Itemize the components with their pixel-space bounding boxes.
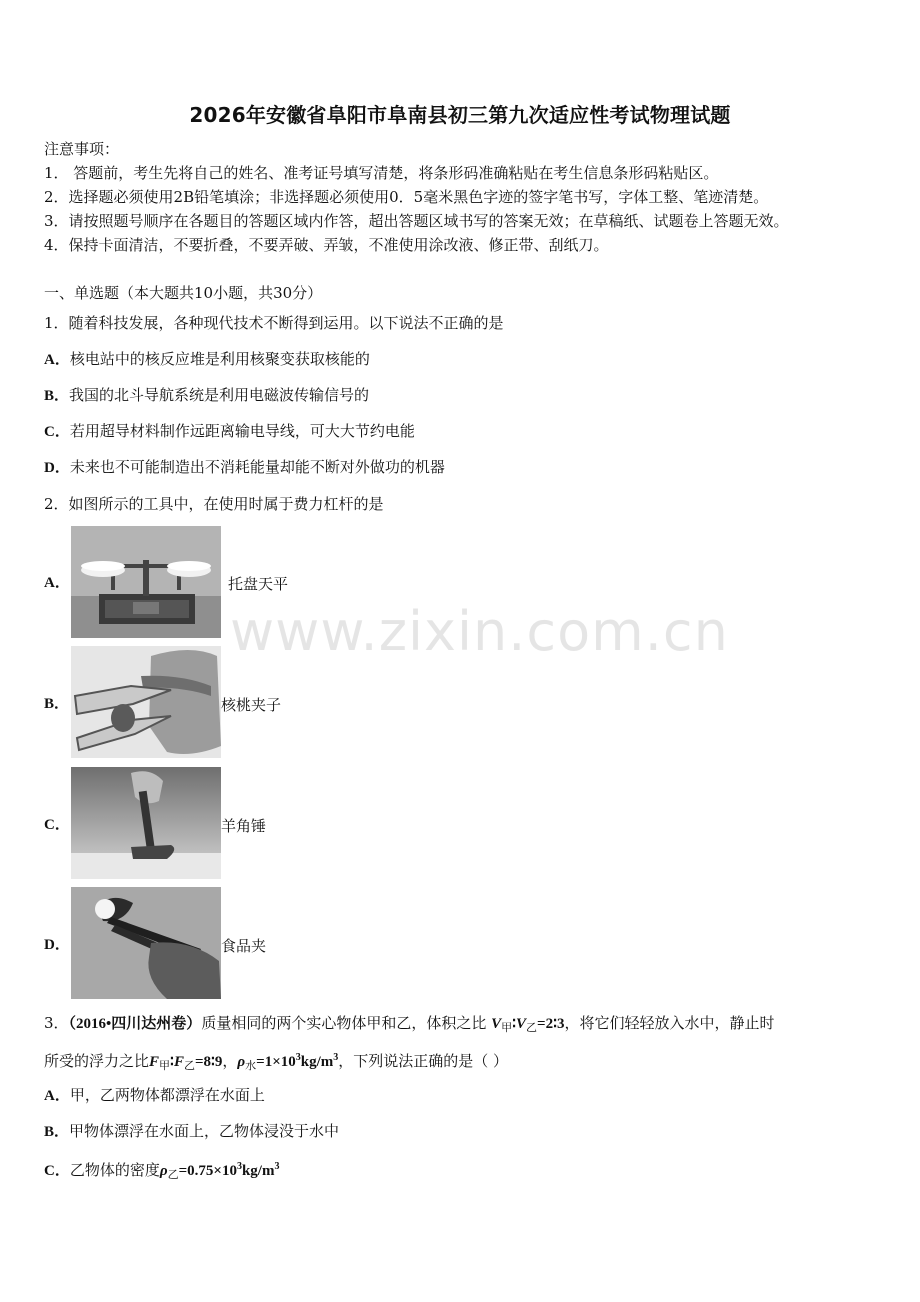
option-text: 乙物体的密度: [69, 1161, 160, 1179]
subscript-jia: 甲: [159, 1059, 171, 1072]
option-letter: A．: [44, 352, 70, 368]
exponent: 3: [333, 1052, 339, 1063]
option-letter: D．: [44, 937, 70, 953]
subscript-jia: 甲: [501, 1021, 513, 1034]
option-text: 食品夹: [221, 937, 267, 955]
option-row: [44, 421, 415, 442]
question-stem: [44, 1013, 775, 1038]
option-letter: D．: [44, 460, 70, 476]
question-stem: [44, 1048, 508, 1076]
page-title: 2026年安徽省阜阳市阜南县初三第九次适应性考试物理试题: [189, 103, 731, 127]
symbol-rho: ρ: [237, 1054, 246, 1070]
exponent: 3: [236, 1161, 242, 1172]
option-letter: A．: [44, 575, 70, 591]
question-text: ，下列说法正确的是（ ）: [338, 1052, 509, 1070]
symbol-f: F: [173, 1054, 184, 1070]
food-tongs-photo: [71, 887, 221, 999]
symbol-rho: ρ: [159, 1163, 168, 1179]
balance-scale-photo: [71, 526, 221, 638]
option-letter: B．: [44, 388, 70, 404]
watermark: www.zixin.com.cn: [230, 600, 729, 663]
symbol-f: F: [149, 1054, 160, 1070]
option-text: 我国的北斗导航系统是利用电磁波传输信号的: [69, 386, 370, 404]
option-text: 核桃夹子: [221, 696, 282, 714]
option-row: [44, 457, 445, 478]
option-letter: B．: [44, 1124, 70, 1140]
subscript-yi: 乙: [183, 1059, 195, 1072]
notice-item: 3．请按照题号顺序在各题目的答题区域内作答，超出答题区域书写的答案无效；在草稿纸、试题卷上答题无效。: [44, 212, 789, 230]
option-text: 甲，乙两物体都漂浮在水面上: [69, 1086, 265, 1104]
option-letter: C．: [44, 817, 70, 833]
option-letter: C．: [44, 424, 70, 440]
density-value: =0.75×10: [178, 1163, 237, 1179]
option-row: [44, 1085, 265, 1106]
comma: ，: [222, 1052, 238, 1070]
option-row: [44, 1157, 279, 1185]
exponent: 3: [274, 1161, 280, 1172]
question-text: 所受的浮力之比: [44, 1052, 150, 1070]
ratio-colon: ∶: [170, 1054, 174, 1070]
water-density: =1×10: [256, 1054, 296, 1070]
symbol-v: V: [491, 1016, 502, 1032]
force-ratio: =8∶9: [194, 1054, 223, 1070]
question-stem: 1．随着科技发展，各种现代技术不断得到运用。以下说法不正确的是: [44, 314, 504, 332]
nutcracker-photo: [71, 646, 221, 758]
ratio-colon: ∶: [512, 1016, 517, 1032]
subscript-yi: 乙: [167, 1168, 179, 1181]
exponent: 3: [295, 1052, 301, 1063]
option-text: 甲物体漂浮在水面上，乙物体浸没于水中: [69, 1122, 340, 1140]
question-number: 3．: [44, 1014, 69, 1032]
subscript-shui: 水: [245, 1059, 257, 1072]
question-stem: 2．如图所示的工具中，在使用时属于费力杠杆的是: [44, 495, 384, 513]
option-text: 托盘天平: [228, 575, 289, 593]
option-row: [44, 1121, 339, 1142]
notice-item: 2．选择题必须使用2B铅笔填涂；非选择题必须使用0．5毫米黑色字迹的签字笔书写，字体工整、笔迹清楚。: [44, 188, 769, 206]
subscript-yi: 乙: [526, 1021, 538, 1034]
option-text: 若用超导材料制作远距离输电导线，可大大节约电能: [69, 422, 415, 440]
option-row: [44, 385, 369, 406]
question-text: ，将它们轻轻放入水中，静止时: [564, 1014, 775, 1032]
symbol-v: V: [516, 1016, 527, 1032]
option-text: 羊角锤: [221, 817, 267, 835]
option-text: 核电站中的核反应堆是利用核聚变获取核能的: [69, 350, 370, 368]
section-heading: 一、单选题（本大题共10小题，共30分）: [44, 284, 323, 302]
density-unit: kg/m: [300, 1054, 334, 1070]
claw-hammer-photo: [71, 767, 221, 879]
question-text: 质量相同的两个实心物体甲和乙，体积之比: [201, 1014, 487, 1032]
option-row: [44, 349, 370, 370]
option-text: 未来也不可能制造出不消耗能量却能不断对外做功的机器: [69, 458, 445, 476]
volume-ratio: =2∶3: [537, 1016, 565, 1032]
option-letter: B．: [44, 696, 70, 712]
option-letter: A．: [44, 1088, 70, 1104]
notice-heading: 注意事项：: [44, 140, 120, 158]
notice-item: 4．保持卡面清洁，不要折叠，不要弄破、弄皱，不准使用涂改液、修正带、刮纸刀。: [44, 236, 609, 254]
question-source: （2016•四川达州卷）: [68, 1016, 202, 1032]
notice-item: 1． 答题前，考生先将自己的姓名、准考证号填写清楚，将条形码准确粘贴在考生信息条形码粘贴区。: [44, 164, 719, 182]
option-letter: C．: [44, 1163, 70, 1179]
density-unit: kg/m: [241, 1163, 275, 1179]
